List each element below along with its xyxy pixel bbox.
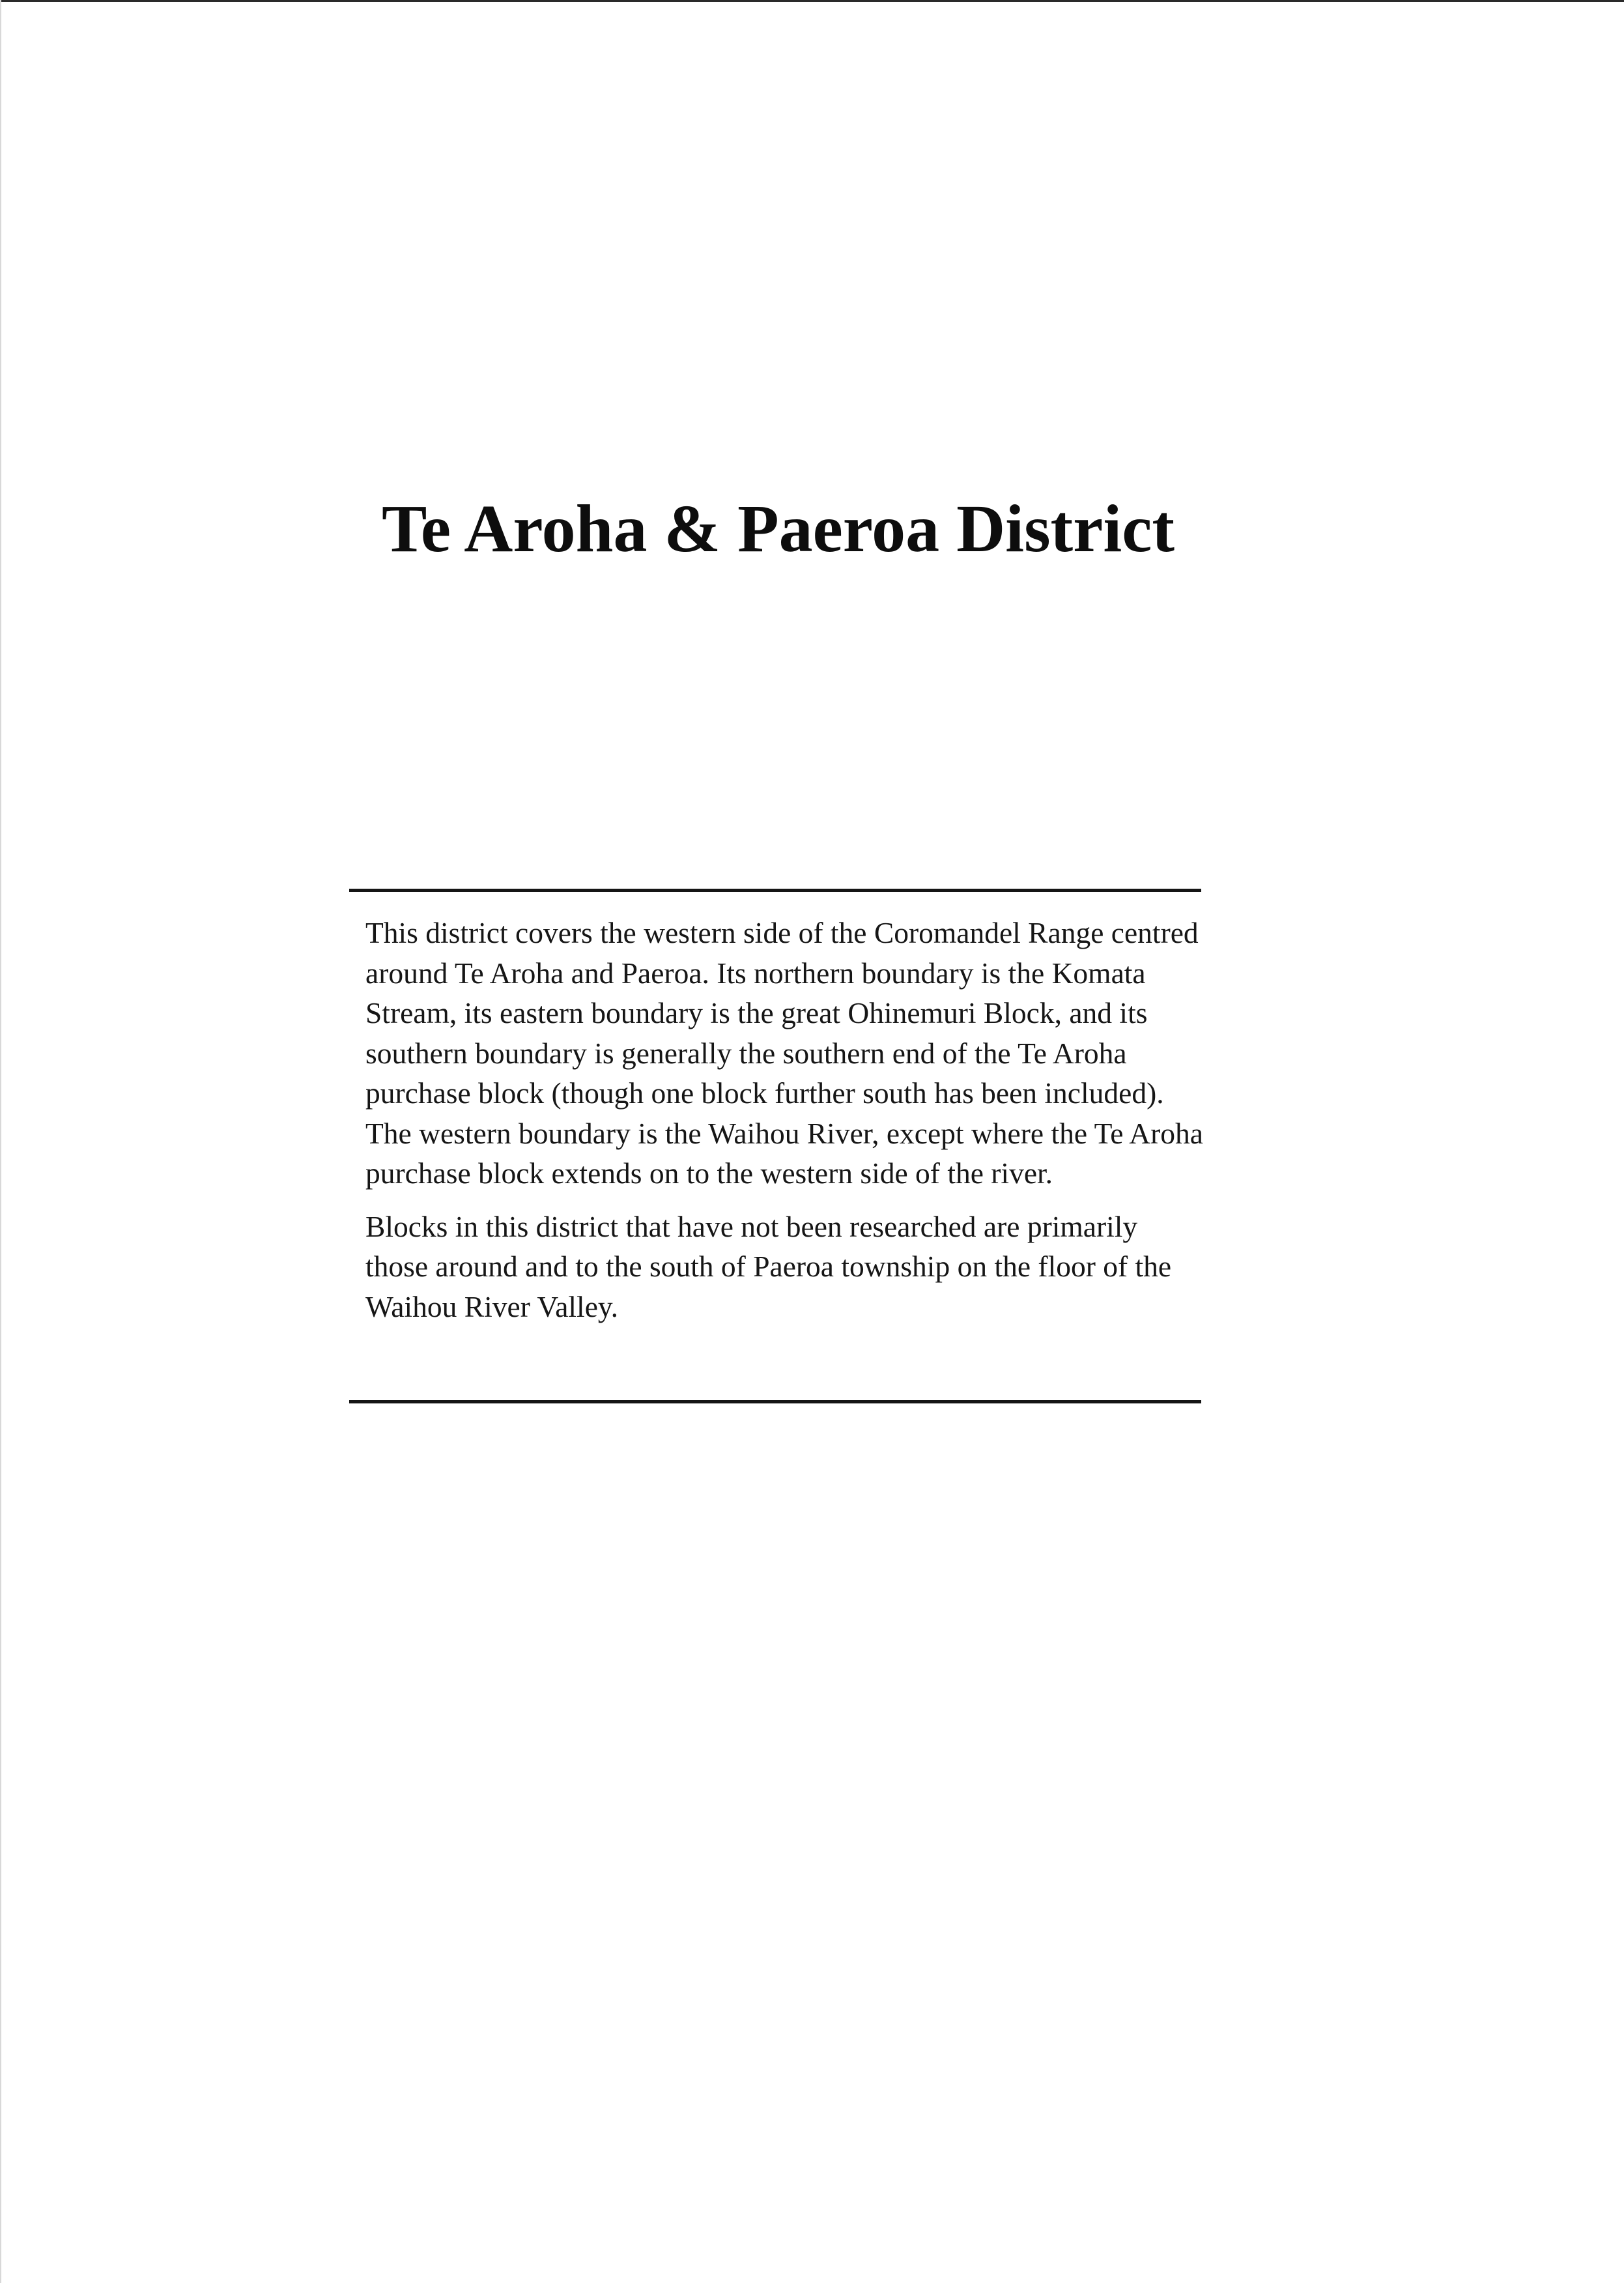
intro-paragraph: This district covers the western side of the Coromandel Range centred around Te Aroha and Paeroa. Its northern boundary is the Komata Stream, its eastern boundary is the great Ohinemuri Block, and its southern boundary is generally the southern end of the Te Aroha purchase block (though one block further south has been included). The western boundary is the Waihou River, except where the Te Aroha purchase block extends on to the western side of the river. <box>365 916 1203 1190</box>
intro-box <box>349 889 1201 1403</box>
scan-edge-left <box>0 0 1 2283</box>
intro-text <box>365 913 1206 1340</box>
page-title: Te Aroha & Paeroa District <box>382 491 1175 566</box>
scan-edge-top <box>0 0 1624 2</box>
intro-paragraph: Blocks in this district that have not been researched are primarily those around and to the south of Paeroa township on the floor of the Waihou River Valley. <box>365 1209 1172 1323</box>
